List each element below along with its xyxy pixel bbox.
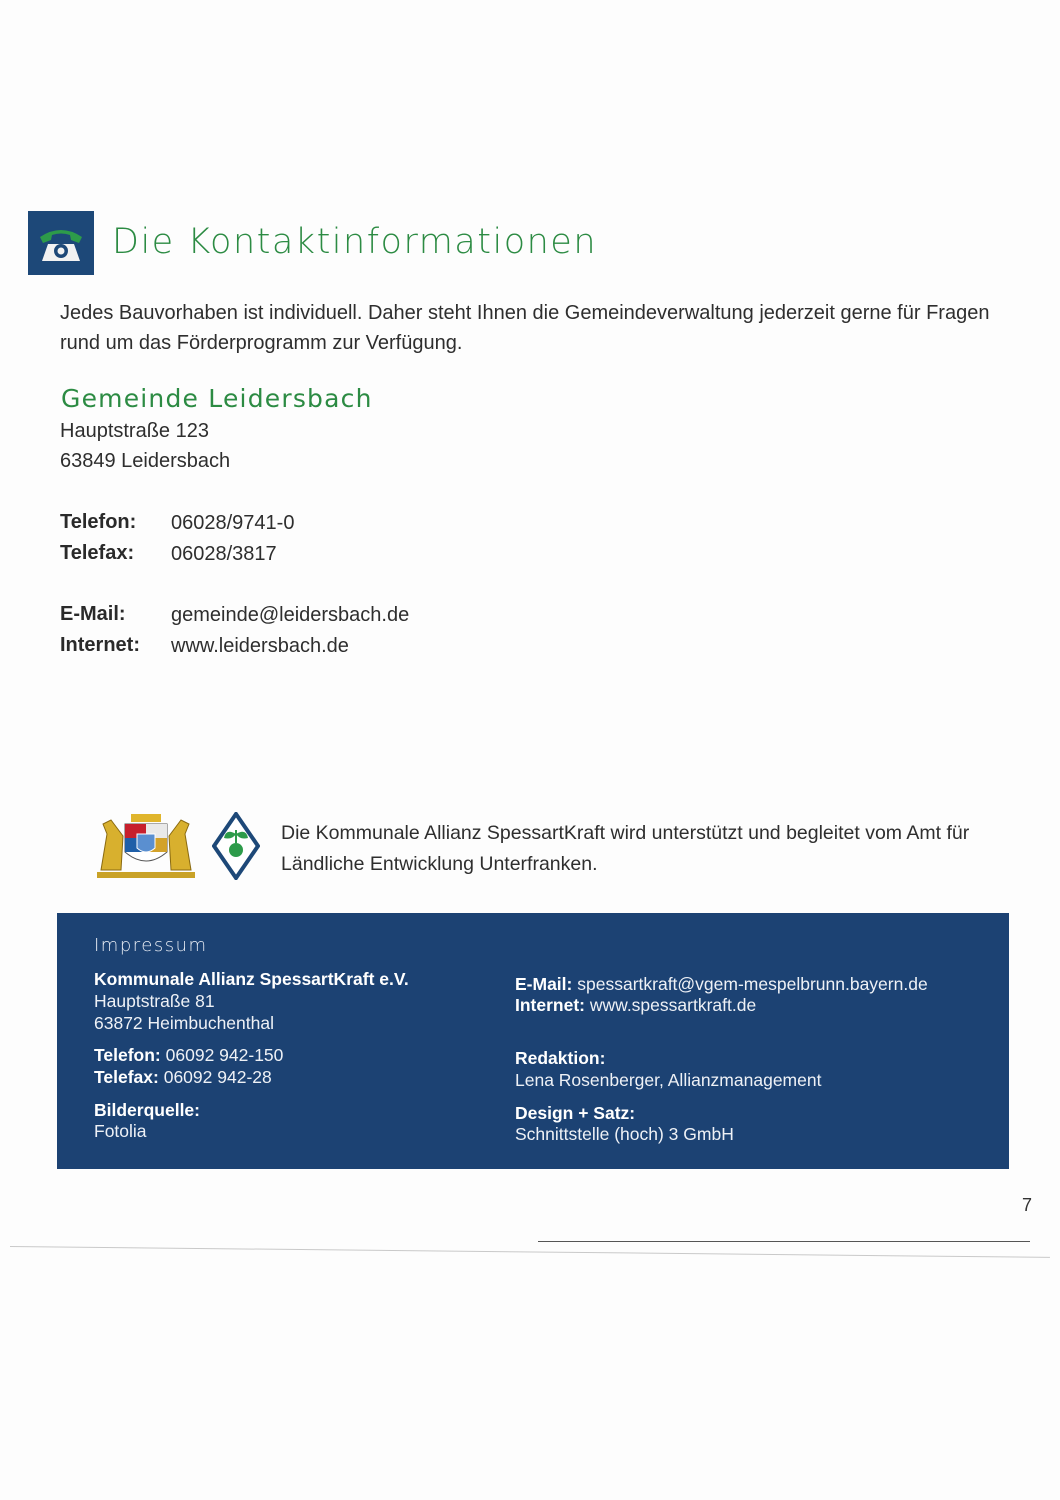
impressum-design: Schnittstelle (hoch) 3 GmbH	[515, 1124, 734, 1144]
impressum-web-row	[515, 995, 756, 1016]
phone-number: 06028/9741-0	[171, 512, 295, 534]
impressum-web-link[interactable]: www.spessartkraft.de	[589, 995, 757, 1015]
telephone-icon	[28, 211, 94, 275]
intro-paragraph: Jedes Bauvorhaben ist individuell. Daher steht Ihnen die Gemeindeverwaltung jederzeit gerne für Fragen rund um das Förderprogramm zur Verfügung.	[60, 302, 990, 354]
email-label: E-Mail:	[60, 603, 126, 625]
impressum-email-link[interactable]: spessartkraft@vgem-mespelbrunn.bayern.de	[577, 974, 928, 994]
impressum-phone: 06092 942-150	[165, 1045, 284, 1065]
bavarian-coat-of-arms-logo	[93, 812, 199, 880]
impressum-design-label: Design + Satz:	[515, 1103, 636, 1123]
website-label: Internet:	[60, 634, 140, 656]
fax-label: Telefax:	[60, 542, 135, 564]
page-number: 7	[1022, 1195, 1033, 1215]
impressum-images: Fotolia	[94, 1121, 147, 1141]
impressum-images-label: Bilderquelle:	[94, 1100, 200, 1120]
impressum-fax: 06092 942-28	[163, 1067, 272, 1087]
website-link[interactable]: www.leidersbach.de	[171, 635, 349, 657]
impressum-phone-label: Telefon:	[94, 1045, 161, 1065]
address-street: Hauptstraße 123	[60, 420, 209, 442]
impressum-street: Hauptstraße 81	[94, 991, 215, 1011]
ale-diamond-logo	[212, 812, 260, 880]
impressum-city: 63872 Heimbuchenthal	[94, 1013, 274, 1033]
impressum-phone-row	[94, 1045, 283, 1066]
impressum-heading: Impressum	[94, 935, 208, 956]
fax-number: 06028/3817	[171, 543, 277, 565]
impressum-editor: Lena Rosenberger, Allianzmanagement	[515, 1070, 822, 1090]
impressum-email-label: E-Mail:	[515, 974, 573, 994]
impressum-web-label: Internet:	[515, 995, 585, 1015]
email-link[interactable]: gemeinde@leidersbach.de	[171, 604, 410, 626]
impressum-email-row	[515, 974, 928, 995]
telephone-icon-box	[28, 211, 94, 275]
address-city: 63849 Leidersbach	[60, 450, 231, 472]
impressum-fax-label: Telefax:	[94, 1067, 159, 1087]
footer-rule-short	[538, 1241, 1030, 1242]
phone-label: Telefon:	[60, 511, 137, 533]
organization-name: Gemeinde Leidersbach	[61, 384, 373, 413]
impressum-fax-row	[94, 1067, 272, 1088]
support-statement: Die Kommunale Allianz SpessartKraft wird unterstützt und begleitet vom Amt für Ländliche Entwicklung Unterfranken.	[281, 822, 970, 875]
page-title: Die Kontaktinformationen	[112, 222, 598, 262]
impressum-box	[57, 913, 1009, 1169]
impressum-editor-label: Redaktion:	[515, 1048, 606, 1068]
footer-rule-long	[10, 1246, 1050, 1258]
impressum-org: Kommunale Allianz SpessartKraft e.V.	[94, 969, 409, 989]
